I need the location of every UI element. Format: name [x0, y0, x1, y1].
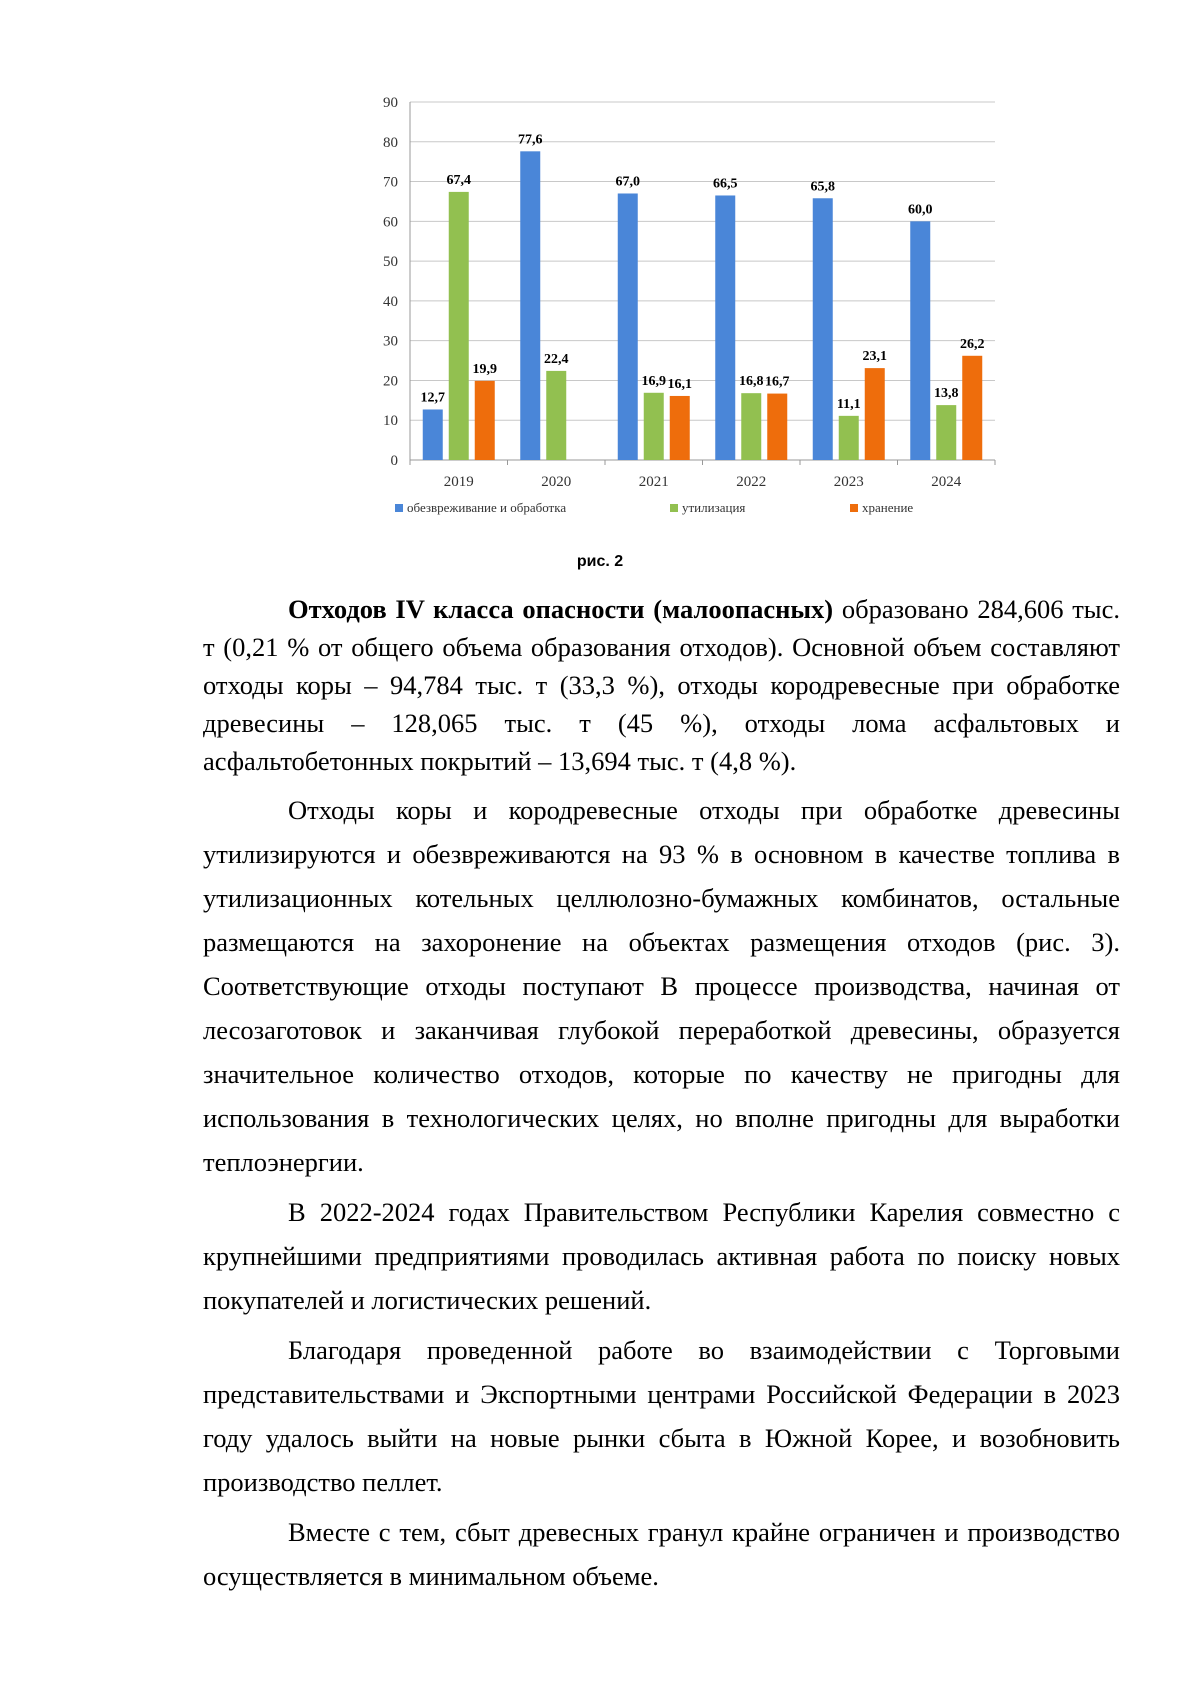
data-label: 77,6	[518, 132, 543, 148]
y-tick-label: 30	[383, 333, 398, 350]
data-label: 67,4	[446, 172, 471, 188]
data-label: 16,9	[641, 373, 666, 389]
data-label: 60,0	[908, 202, 933, 218]
figure-caption: рис. 2	[576, 553, 624, 570]
bar-chart	[340, 80, 1020, 540]
bar-2024-2	[936, 405, 956, 460]
x-tick-label: 2023	[833, 474, 864, 490]
x-tick-label: 2024	[931, 474, 962, 490]
data-label: 26,2	[960, 336, 985, 352]
y-tick-label: 0	[390, 453, 398, 469]
y-tick-label: 40	[383, 293, 398, 310]
bar-2022-1	[715, 195, 735, 460]
paragraph-5: Вместе с тем, сбыт древесных гранул крайне ограничен и производство осуществляется в минимальном объеме.	[203, 1517, 1120, 1591]
data-label: 19,9	[472, 361, 497, 377]
data-label: 67,0	[615, 174, 640, 190]
y-tick-label: 80	[383, 134, 398, 151]
bar-2020-2	[546, 371, 566, 460]
data-label: 65,8	[810, 179, 835, 195]
x-tick-label: 2022	[736, 474, 767, 490]
bar-2019-3	[475, 381, 495, 460]
bar-2022-2	[741, 393, 761, 460]
x-tick-label: 2021	[638, 474, 669, 490]
bar-2020-1	[520, 151, 540, 460]
bar-2019-2	[449, 192, 469, 460]
bar-2023-1	[813, 198, 833, 460]
bar-2024-1	[910, 221, 930, 460]
paragraph-1	[203, 590, 1120, 780]
y-tick-label: 90	[383, 95, 398, 111]
x-tick-label: 2019	[443, 474, 474, 490]
y-tick-label: 20	[383, 373, 398, 390]
x-tick-label: 2020	[541, 474, 572, 490]
paragraph-1-bold: Отходов IV класса опасности (малоопасных)	[288, 594, 834, 624]
legend-label: хранение	[862, 500, 914, 515]
bar-2023-3	[865, 368, 885, 460]
legend-label: обезвреживание и обработка	[407, 500, 567, 515]
data-label: 22,4	[544, 351, 569, 367]
data-label: 66,5	[713, 176, 738, 192]
bar-2022-3	[767, 394, 787, 460]
bar-2024-3	[962, 356, 982, 460]
legend-swatch	[395, 504, 403, 512]
data-label: 11,1	[836, 396, 861, 412]
legend-swatch	[670, 504, 678, 512]
paragraph-1-rest: образовано 284,606 тыс. т (0,21 % от общего объема образования отходов). Основной объем составляют отходы коры – 94,784 тыс. т (33,3 %), отходы кородревесные при обработке древесины – 128,065 тыс. т (45 %), отходы лома асфальтовых и асфальтобетонных покрытий – 13,694 тыс. т (4,8 %).	[203, 594, 1120, 776]
bar-2023-2	[839, 416, 859, 460]
data-label: 16,1	[667, 376, 692, 392]
bar-2021-2	[644, 393, 664, 460]
data-label: 12,7	[420, 390, 445, 406]
y-tick-label: 10	[383, 413, 398, 430]
y-tick-label: 50	[383, 254, 398, 271]
data-label: 16,7	[765, 374, 790, 390]
paragraph-3: В 2022-2024 годах Правительством Республики Карелия совместно с крупнейшими предприятиями проводилась активная работа по поиску новых покупателей и логистических решений.	[203, 1197, 1120, 1315]
y-tick-label: 70	[383, 174, 398, 191]
data-label: 13,8	[934, 386, 959, 402]
paragraph-4: Благодаря проведенной работе во взаимодействии с Торговыми представительствами и Экспортными центрами Российской Федерации в 2023 году удалось выйти на новые рынки сбыта в Южной Корее, и возобновить производство пеллет.	[203, 1335, 1120, 1497]
bar-2019-1	[423, 409, 443, 460]
data-label: 16,8	[739, 374, 764, 390]
body-text	[203, 590, 1120, 1598]
bar-2021-1	[618, 193, 638, 460]
paragraph-2: Отходы коры и кородревесные отходы при обработке древесины утилизируются и обезвреживаются на 93 % в основном в качестве топлива в утилизационных котельных целлюлозно-бумажных комбинатов, остальные размещаются на захоронение на объектах размещения отходов (рис. 3). Соответствующие отходы поступают В процессе производства, начиная от лесозаготовок и заканчивая глубокой переработкой древесины, образуется значительное количество отходов, которые по качеству не пригодны для использования в технологических целях, но вполне пригодны для выработки теплоэнергии.	[203, 795, 1120, 1177]
data-label: 23,1	[862, 349, 887, 365]
bar-2021-3	[670, 396, 690, 460]
y-tick-label: 60	[383, 214, 398, 231]
legend-label: утилизация	[682, 500, 746, 515]
legend-swatch	[850, 504, 858, 512]
